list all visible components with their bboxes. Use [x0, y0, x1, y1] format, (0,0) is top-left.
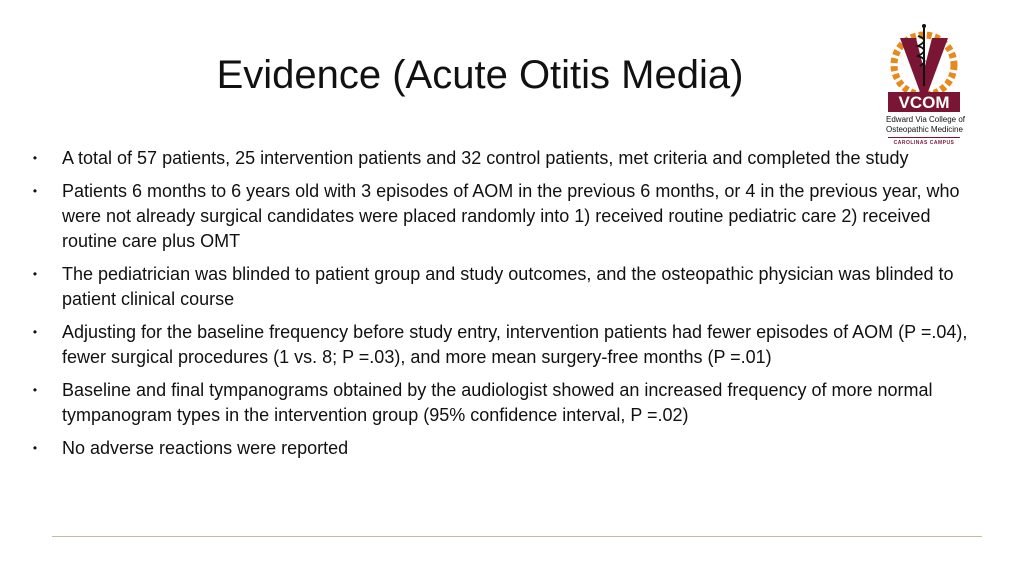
bullet-icon: • — [32, 267, 38, 281]
logo-name-line1: Edward Via College of — [886, 115, 966, 124]
bullet-item — [30, 146, 990, 171]
logo-acronym: VCOM — [898, 93, 950, 112]
bullet-icon: • — [32, 383, 38, 397]
bullet-item — [30, 320, 990, 370]
bullet-icon: • — [32, 151, 38, 165]
bullet-icon: • — [32, 325, 38, 339]
bullet-item — [30, 436, 990, 461]
bullet-text: The pediatrician was blinded to patient group and study outcomes, and the osteopathic physician was blinded to patient clinical course — [62, 264, 954, 309]
logo-name-line2: Osteopathic Medicine — [886, 125, 963, 134]
bullet-text: Adjusting for the baseline frequency before study entry, intervention patients had fewer episodes of AOM (P =.04), fewer surgical procedures (1 vs. 8; P =.03), and more mean surgery-free months (P =.01) — [62, 322, 968, 367]
vcom-logo — [884, 20, 964, 148]
bullet-text: Baseline and final tympanograms obtained by the audiologist showed an increased frequency of more normal tympanogram types in the intervention group (95% confidence interval, P =.02) — [62, 380, 933, 425]
bullet-text: A total of 57 patients, 25 intervention patients and 32 control patients, met criteria and completed the study — [62, 148, 909, 168]
bullet-icon: • — [32, 184, 38, 198]
logo-underline — [888, 137, 960, 138]
bullet-item — [30, 378, 990, 428]
bullet-icon: • — [32, 441, 38, 455]
bullet-item — [30, 179, 990, 254]
logo-campus: CAROLINAS CAMPUS — [893, 140, 955, 146]
bullet-text: Patients 6 months to 6 years old with 3 episodes of AOM in the previous 6 months, or 4 in the previous year, who were not already surgical candidates were placed randomly into 1) received routine pediatric care 2) received routine care plus OMT — [62, 181, 960, 251]
bullet-text: No adverse reactions were reported — [62, 438, 349, 458]
bullet-list — [30, 146, 990, 469]
bullet-item — [30, 262, 990, 312]
slide-title: Evidence (Acute Otitis Media) — [216, 53, 744, 97]
vcom-emblem-icon — [884, 20, 964, 115]
footer-divider — [52, 536, 982, 537]
